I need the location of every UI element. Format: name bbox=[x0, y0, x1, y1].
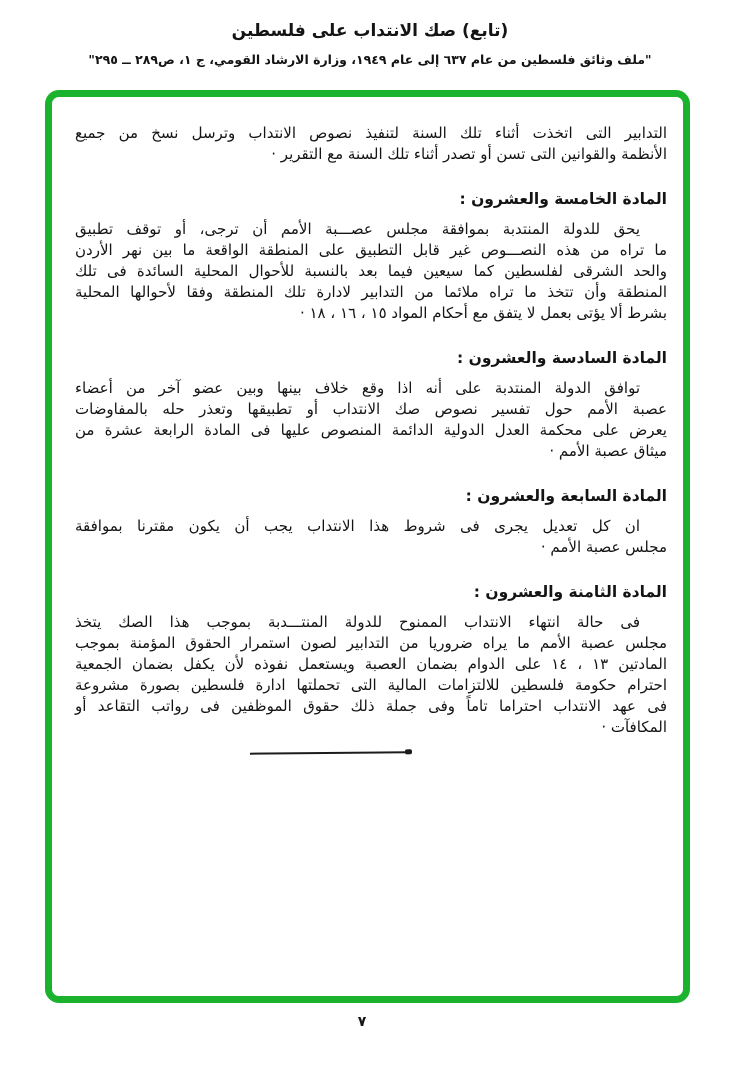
text-line: المادتين ١٣ ، ١٤ على الدوام بضمان العصبة ويستعمل نفوذه لأن يكفل بضمان الجمعية bbox=[75, 655, 667, 673]
text-line: ان كل تعديل يجرى فى شروط هذا الانتداب يجب أن يكون مقترنا بموافقة bbox=[75, 517, 640, 535]
article-paragraph bbox=[75, 378, 667, 462]
text-line: التدابير التى اتخذت أثناء تلك السنة لتنفيذ نصوص الانتداب وترسل نسخ من جميع bbox=[75, 124, 667, 142]
text-line: فى عهد الانتداب احتراما تاماً وفى جملة ذلك حقوق الموظفين فى رواتب التقاعد أو bbox=[75, 697, 667, 715]
document-title: (تابع) صك الانتداب على فلسطين bbox=[231, 21, 509, 41]
document-body bbox=[52, 97, 683, 738]
text-line: ما تراه من هذه النصـــوص غير قابل التطبيق على المنطقة الواقعة ما بين نهر الأردن bbox=[75, 241, 667, 259]
text-line: مجلس عصبة الأمم · bbox=[540, 538, 667, 556]
text-line: المكافآت · bbox=[601, 718, 667, 736]
text-line: يحق للدولة المنتدبة بموافقة مجلس عصـــبة الأمم أن ترجى، أو توقف تطبيق bbox=[75, 220, 640, 238]
text-line: بشرط ألا يؤتى بعمل لا يتفق مع أحكام المواد ١٥ ، ١٦ ، ١٨ · bbox=[299, 304, 667, 322]
text-line: مجلس عصبة الأمم ما يراه ضروريا من التدابير لصون استمرار الحقوق المؤمنة بموجب bbox=[75, 634, 667, 652]
continuation-paragraph bbox=[75, 123, 667, 165]
document-frame bbox=[45, 90, 690, 1003]
article-paragraph bbox=[75, 516, 667, 558]
text-line: عصبة الأمم حول تفسير نصوص صك الانتداب أو تطبيقها وتعذر حله بالمفاوضات bbox=[75, 400, 667, 418]
text-line: احترام حكومة فلسطين للالتزامات المالية التى تحملتها ادارة فلسطين بصورة مشروعة bbox=[75, 676, 667, 694]
article-heading: المادة الخامسة والعشرون : bbox=[459, 190, 667, 208]
text-line: يعرض على محكمة العدل الدولية الدائمة المنصوص عليها فى المادة الرابعة عشرة من bbox=[75, 421, 667, 439]
text-line: والحد الشرقى لفلسطين كما سيعين فيما بعد بالنسبة للأحوال المحلية السائدة فى تلك bbox=[75, 262, 667, 280]
text-line: فى حالة انتهاء الانتداب الممنوح للدولة المنتـــدبة بموجب هذا الصك يتخذ bbox=[75, 613, 640, 631]
text-line: توافق الدولة المنتدبة على أنه اذا وقع خلاف بينها وبين عضو آخر من أعضاء bbox=[75, 379, 640, 397]
page-header bbox=[0, 0, 740, 67]
article-heading: المادة السادسة والعشرون : bbox=[457, 349, 667, 367]
text-line: المنطقة وأن تتخذ ما تراه ملائما من التدابير لادارة تلك المنطقة وفقا لأحوالها المحلية bbox=[75, 283, 667, 301]
article-heading: المادة الثامنة والعشرون : bbox=[473, 583, 667, 601]
page-number: ٧ bbox=[357, 1014, 367, 1030]
text-line: ميثاق عصبة الأمم · bbox=[549, 442, 667, 460]
source-citation: "ملف وثائق فلسطين من عام ٦٣٧ إلى عام ١٩٤٩، وزارة الارشاد القومي، ج ١، ص٢٨٩ ــ ٢٩٥" bbox=[88, 52, 652, 67]
article-paragraph bbox=[75, 612, 667, 738]
article-paragraph bbox=[75, 219, 667, 324]
text-line: الأنظمة والقوانين التى تسن أو تصدر أثناء تلك السنة مع التقرير · bbox=[271, 145, 667, 163]
article-heading: المادة السابعة والعشرون : bbox=[465, 487, 667, 505]
